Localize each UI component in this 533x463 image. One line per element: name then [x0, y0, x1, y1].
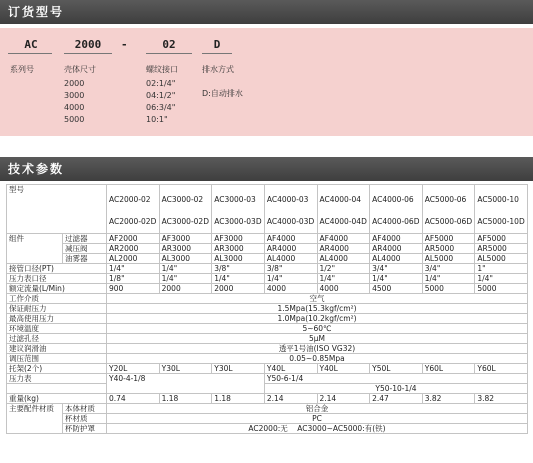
spec-cell: 3/8" [212, 264, 265, 274]
spec-cell: AF4000 [317, 234, 370, 244]
spec-section-title: 技术参数 [8, 162, 65, 176]
spec-cell: Y30L [212, 364, 265, 374]
spec-cell: 2000 [159, 284, 212, 294]
spec-cell: 2.14 [317, 394, 370, 404]
material-name: 杯防护罩 [63, 424, 107, 434]
spec-cell: AL3000 [159, 254, 212, 264]
spec-cell: AL4000 [317, 254, 370, 264]
spec-cell: AL5000 [475, 254, 528, 264]
port-value: 06:3/4" [146, 103, 176, 112]
spec-label [7, 384, 107, 394]
spec-label: 重量(kg) [7, 394, 107, 404]
spec-row-gauge-port [7, 274, 528, 284]
spec-cell: 1/2" [317, 264, 370, 274]
material-name: 杯材质 [63, 414, 107, 424]
spec-cell: 5000 [475, 284, 528, 294]
spec-row-component [7, 254, 528, 264]
spec-cell: 透平1号油(ISO VG32) [107, 344, 528, 354]
spec-cell: 2000 [212, 284, 265, 294]
spec-label: 最高使用压力 [7, 314, 107, 324]
spec-label: 接管口径(PT) [7, 264, 107, 274]
spec-cell: 3/8" [264, 264, 317, 274]
spec-cell: Y50L [370, 364, 423, 374]
spec-cell: AR5000 [475, 244, 528, 254]
spec-cell: 5μM [107, 334, 528, 344]
spec-section-header [0, 157, 533, 181]
code-underline [64, 53, 112, 54]
spec-cell: 5~60℃ [107, 324, 528, 334]
spec-cell: AF3000 [159, 234, 212, 244]
model-cell: AC4000-03 AC4000-03D [264, 185, 317, 234]
spec-cell: 1.18 [212, 394, 265, 404]
spec-cell: 1/4" [317, 274, 370, 284]
order-section-title: 订货型号 [8, 5, 65, 19]
spec-cell: 3.82 [422, 394, 475, 404]
model-cell: AC5000-06 AC5000-06D [422, 185, 475, 234]
spec-cell: 1/4" [212, 274, 265, 284]
spec-row-gauge-2 [7, 384, 528, 394]
spec-row-model [7, 185, 528, 234]
spec-label: 环境温度 [7, 324, 107, 334]
spec-cell: 900 [107, 284, 160, 294]
spec-label: 组件 [7, 234, 63, 264]
spec-label: 托架(2个) [7, 364, 107, 374]
model-cell: AC3000-03 AC3000-03D [212, 185, 265, 234]
series-column [10, 64, 34, 78]
spec-cell: PC [107, 414, 528, 424]
spec-cell: 1/4" [107, 264, 160, 274]
spec-cell: 1.5Mpa(15.3kgf/cm²) [107, 304, 528, 314]
spec-cell: 1/4" [264, 274, 317, 284]
spec-row-material [7, 424, 528, 434]
spec-cell: AC2000:无 AC3000~AC5000:有(铁) [107, 424, 528, 434]
spec-row-component [7, 244, 528, 254]
body-size-value: 5000 [64, 115, 85, 124]
spec-cell: Y60L [475, 364, 528, 374]
spec-cell [107, 384, 265, 394]
code-port: 02 [162, 38, 176, 51]
order-code-panel [0, 28, 533, 136]
port-header: 螺纹接口 [146, 65, 178, 74]
code-dash: - [122, 38, 127, 51]
model-cell: AC2000-02 AC2000-02D [107, 185, 160, 234]
body-size-column [64, 64, 96, 126]
spec-cell: Y40-4-1/8 [107, 374, 265, 384]
spec-cell: Y40L [264, 364, 317, 374]
spec-cell: AR3000 [159, 244, 212, 254]
spec-row-bracket [7, 364, 528, 374]
spec-cell: AL5000 [422, 254, 475, 264]
spec-cell: AL3000 [212, 254, 265, 264]
spec-cell: AF5000 [422, 234, 475, 244]
spec-cell: 铝合金 [107, 404, 528, 414]
spec-row-port-size [7, 264, 528, 274]
spec-cell: AR3000 [212, 244, 265, 254]
spec-cell: 2.47 [370, 394, 423, 404]
spec-cell: 5000 [422, 284, 475, 294]
model-cell: AC3000-02 AC3000-02D [159, 185, 212, 234]
spec-cell: 4000 [317, 284, 370, 294]
spec-label: 压力表 [7, 374, 107, 384]
model-cell: AC4000-06 AC4000-06D [370, 185, 423, 234]
spec-cell: AF3000 [212, 234, 265, 244]
drain-value: D:自动排水 [202, 89, 243, 98]
code-body-size: 2000 [74, 38, 102, 51]
spec-row-shared [7, 324, 528, 334]
spec-cell: 空气 [107, 294, 528, 304]
spec-cell: AR2000 [107, 244, 160, 254]
material-name: 本体材质 [63, 404, 107, 414]
port-column [146, 64, 178, 126]
spec-label: 主要配件材质 [7, 404, 63, 434]
model-cell: AC4000-04 AC4000-04D [317, 185, 370, 234]
code-drain: D [213, 38, 221, 51]
spec-cell: 1/4" [422, 274, 475, 284]
spec-cell: 1" [475, 264, 528, 274]
drain-header: 排水方式 [202, 65, 234, 74]
spec-row-shared [7, 294, 528, 304]
spec-cell: AL4000 [264, 254, 317, 264]
spec-cell: 1.0Mpa(10.2kgf/cm²) [107, 314, 528, 324]
code-underline [8, 53, 52, 54]
spec-cell: 3.82 [475, 394, 528, 404]
spec-label: 保证耐压力 [7, 304, 107, 314]
spec-cell: 3/4" [370, 264, 423, 274]
spec-cell: 1/4" [159, 264, 212, 274]
spec-row-shared [7, 354, 528, 364]
spec-row-flow [7, 284, 528, 294]
spec-cell: Y20L [107, 364, 160, 374]
spec-cell: AF4000 [370, 234, 423, 244]
spec-cell: Y50-6-1/4 [264, 374, 527, 384]
spec-label: 工作介质 [7, 294, 107, 304]
spec-row-component [7, 234, 528, 244]
drain-column [202, 64, 243, 100]
spec-cell: AF2000 [107, 234, 160, 244]
spec-label: 型号 [7, 185, 107, 234]
spec-label: 额定流量(L/Min) [7, 284, 107, 294]
spec-cell: 0.05~0.85Mpa [107, 354, 528, 364]
body-size-value: 2000 [64, 79, 85, 88]
code-underline [146, 53, 192, 54]
spec-cell: 1/4" [370, 274, 423, 284]
spec-cell: AF5000 [475, 234, 528, 244]
model-cell: AC5000-10 AC5000-10D [475, 185, 528, 234]
spec-row-shared [7, 334, 528, 344]
code-series: AC [24, 38, 38, 51]
spec-cell: 1/8" [107, 274, 160, 284]
spec-row-material [7, 404, 528, 414]
series-header: 系列号 [10, 65, 34, 74]
spec-cell: 1/4" [475, 274, 528, 284]
spec-label: 调压范围 [7, 354, 107, 364]
spec-cell: Y40L [317, 364, 370, 374]
spec-row-material [7, 414, 528, 424]
spec-cell: AL4000 [370, 254, 423, 264]
order-code-row [0, 38, 533, 54]
spec-row-weight [7, 394, 528, 404]
spec-label: 建议润滑油 [7, 344, 107, 354]
spec-cell: AR4000 [317, 244, 370, 254]
spec-row-shared [7, 304, 528, 314]
spec-cell: 1/4" [159, 274, 212, 284]
spec-cell: AR5000 [422, 244, 475, 254]
body-size-header: 壳体尺寸 [64, 65, 96, 74]
spec-cell: 3/4" [422, 264, 475, 274]
port-value: 02:1/4" [146, 79, 176, 88]
spec-label: 过滤孔径 [7, 334, 107, 344]
spec-row-shared [7, 344, 528, 354]
spec-cell: 4000 [264, 284, 317, 294]
spec-cell: Y50-10-1/4 [264, 384, 527, 394]
spec-label: 压力表口径 [7, 274, 107, 284]
spec-row-gauge [7, 374, 528, 384]
spec-table [6, 184, 528, 434]
component-name: 过滤器 [63, 234, 107, 244]
body-size-value: 4000 [64, 103, 85, 112]
spec-cell: Y60L [422, 364, 475, 374]
port-value: 04:1/2" [146, 91, 176, 100]
port-value: 10:1" [146, 115, 168, 124]
spec-cell: AR4000 [370, 244, 423, 254]
spec-cell: 4500 [370, 284, 423, 294]
spec-cell: 2.14 [264, 394, 317, 404]
spec-row-shared [7, 314, 528, 324]
component-name: 油雾器 [63, 254, 107, 264]
component-name: 减压阀 [63, 244, 107, 254]
spec-cell: AF4000 [264, 234, 317, 244]
code-underline [202, 53, 232, 54]
spec-cell: 0.74 [107, 394, 160, 404]
spec-cell: 1.18 [159, 394, 212, 404]
spec-cell: Y30L [159, 364, 212, 374]
spec-cell: AL2000 [107, 254, 160, 264]
order-section-header [0, 0, 533, 24]
spec-cell: AR4000 [264, 244, 317, 254]
body-size-value: 3000 [64, 91, 85, 100]
